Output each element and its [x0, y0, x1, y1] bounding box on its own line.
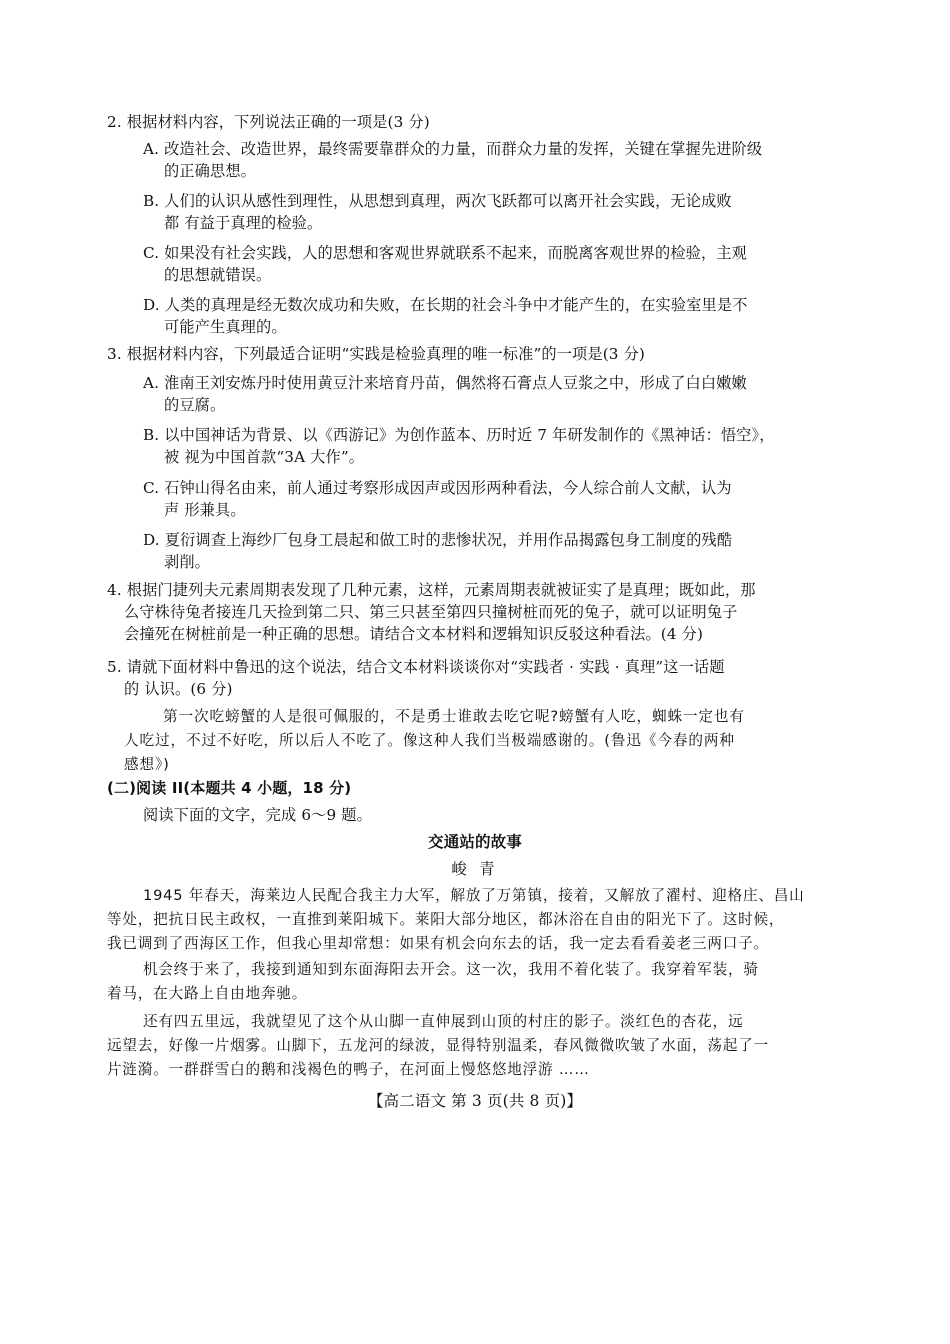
q3-option-d-cont: 剥削。 [164, 553, 211, 571]
q2-stem: 2. 根据材料内容，下列说法正确的一项是(3 分) [107, 113, 430, 131]
q2-option-a-cont: 的正确思想。 [164, 162, 257, 180]
q2-option-b-cont: 都 有益于真理的检验。 [164, 214, 323, 232]
q4-line-1: 4. 根据门捷列夫元素周期表发现了几种元素，这样，元素周期表就被证实了是真理；既如此，那 [107, 581, 756, 599]
q5-line-1: 5. 请就下面材料中鲁迅的这个说法，结合文本材料谈谈你对“实践者 · 实践 · 真理”这一话题 [107, 658, 725, 676]
q3-option-a: A. 淮南王刘安炼丹时使用黄豆汁来培育丹苗，偶然将石膏点人豆浆之中，形成了白白嫩嫩 [143, 374, 747, 392]
q3-option-b: B. 以中国神话为背景、以《西游记》为创作蓝本、历时近 7 年研发制作的《黑神话：悟空》， [143, 426, 775, 444]
story-paragraph-2-line-2: 着马，在大路上自由地奔驰。 [107, 985, 308, 1002]
q4-line-3: 会撞死在树桩前是一种正确的思想。请结合文本材料和逻辑知识反驳这种看法。(4 分) [124, 625, 704, 643]
q2-option-c: C. 如果没有社会实践，人的思想和客观世界就联系不起来，而脱离客观世界的检验，主观 [143, 244, 748, 262]
q2-option-b: B. 人们的认识从感性到理性，从思想到真理，两次飞跃都可以离开社会实践，无论成败 [143, 192, 732, 210]
q2-option-c-cont: 的思想就错误。 [164, 266, 272, 284]
q3-option-c: C. 石钟山得名由来，前人通过考察形成因声或因形两种看法，今人综合前人文献，认为 [143, 479, 732, 497]
q4-line-2: 么守株待兔者接连几天捡到第二只、第三只甚至第四只撞树桩而死的兔子，就可以证明兔子 [124, 603, 738, 621]
q2-option-a: A. 改造社会、改造世界，最终需要靠群众的力量，而群众力量的发挥，关键在掌握先进阶级 [143, 140, 763, 158]
lu-xun-quote-line-2: 人吃过，不过不好吃，所以后人不吃了。像这种人我们当极端感谢的。(鲁迅《今春的两种 [124, 732, 735, 749]
q3-option-c-cont: 声 形兼具。 [164, 501, 246, 519]
q2-option-d: D. 人类的真理是经无数次成功和失败，在长期的社会斗争中才能产生的，在实验室里是不 [143, 296, 748, 314]
q3-option-a-cont: 的豆腐。 [164, 396, 226, 414]
section-heading: (二)阅读 II(本题共 4 小题，18 分) [107, 779, 352, 797]
story-paragraph-1-line-1: 1945 年春天，海莱边人民配合我主力大军，解放了万第镇，接着，又解放了濯村、迎格庄、昌山 [143, 887, 805, 904]
lu-xun-quote-line-3: 感想》) [124, 756, 170, 773]
q5-line-2: 的 认识。(6 分) [124, 680, 233, 698]
story-paragraph-3-line-2: 远望去，好像一片烟雾。山脚下，五龙河的绿波，显得特别温柔，春风微微吹皱了水面，荡起了一 [107, 1037, 769, 1054]
lu-xun-quote-line-1: 第一次吃螃蟹的人是很可佩服的，不是勇士谁敢去吃它呢?螃蟹有人吃，蜘蛛一定也有 [163, 708, 745, 725]
story-paragraph-1-line-3: 我已调到了西海区工作，但我心里却常想：如果有机会向东去的话，我一定去看看姜老三两口子。 [107, 935, 769, 952]
page-footer: 【高二语文 第 3 页(共 8 页)】 [367, 1092, 583, 1110]
q3-option-b-cont: 被 视为中国首款“3A 大作”。 [164, 448, 365, 466]
q2-option-d-cont: 可能产生真理的。 [164, 318, 287, 336]
q3-option-d: D. 夏衍调查上海纱厂包身工晨起和做工时的悲惨状况，并用作品揭露包身工制度的残酷 [143, 531, 733, 549]
section-instruction: 阅读下面的文字，完成 6～9 题。 [143, 806, 372, 824]
story-paragraph-2-line-1: 机会终于来了，我接到通知到东面海阳去开会。这一次，我用不着化装了。我穿着军装，骑 [143, 961, 759, 978]
story-paragraph-3-line-1: 还有四五里远，我就望见了这个从山脚一直伸展到山顶的村庄的影子。淡红色的杏花，远 [143, 1013, 744, 1030]
story-title: 交通站的故事 [428, 833, 522, 851]
q3-stem: 3. 根据材料内容，下列最适合证明“实践是检验真理的唯一标准”的一项是(3 分) [107, 345, 645, 363]
story-author: 峻 青 [451, 860, 499, 878]
story-paragraph-3-line-3: 片涟漪。一群群雪白的鹅和浅褐色的鸭子，在河面上慢悠悠地浮游 …… [107, 1061, 590, 1078]
story-paragraph-1-line-2: 等处，把抗日民主政权，一直推到莱阳城下。莱阳大部分地区，都沐浴在自由的阳光下了。这时候， [107, 911, 785, 928]
